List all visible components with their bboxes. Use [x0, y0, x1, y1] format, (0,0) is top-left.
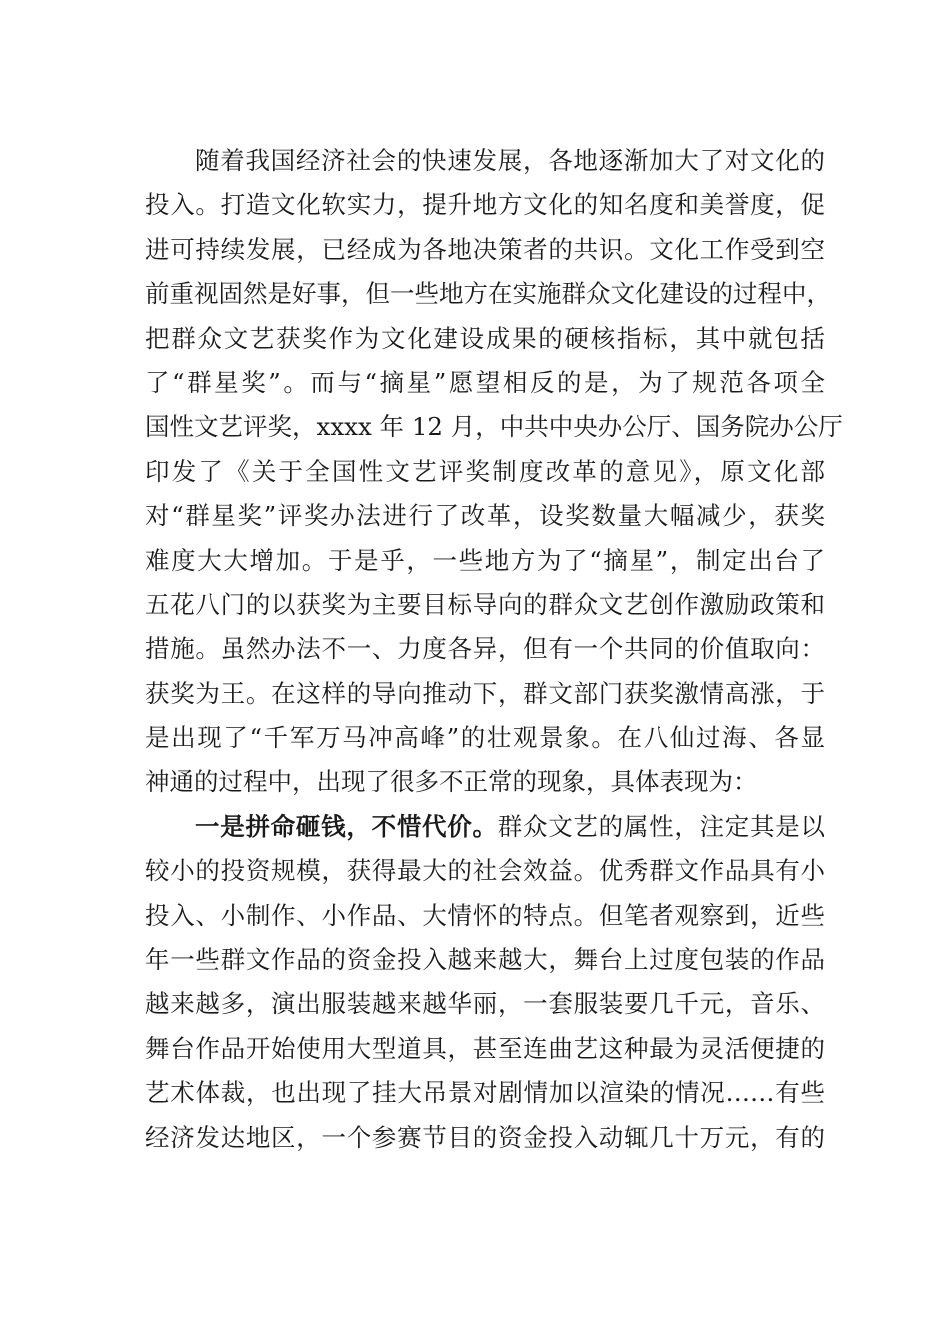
- paragraph-1-line-9: 对“群星奖”评奖办法进行了改革，设奖数量大幅减少，获奖: [145, 501, 825, 531]
- paragraph-2-line-5: 越来越多，演出服装越来越华丽，一套服装要几千元，音乐、: [145, 989, 825, 1019]
- paragraph-2-line-3: 投入、小制作、小作品、大情怀的特点。但笔者观察到，近些: [145, 900, 825, 930]
- body-text: [145, 139, 843, 1160]
- paragraph-1-line-3: 进可持续发展，已经成为各地决策者的共识。文化工作受到空: [145, 234, 825, 264]
- paragraph-1-line-14: 是出现了“千军万马冲高峰”的壮观景象。在八仙过海、各显: [145, 723, 825, 753]
- paragraph-1-line-5: 把群众文艺获奖作为文化建设成果的硬核指标，其中就包括: [145, 323, 825, 353]
- paragraph-1-line-15: 神通的过程中，出现了很多不正常的现象，具体表现为：: [145, 767, 758, 797]
- paragraph-1-line-8: 印发了《关于全国性文艺评奖制度改革的意见》，原文化部: [145, 456, 825, 486]
- paragraph-1-line-12: 措施。虽然办法不一、力度各异，但有一个共同的价值取向：: [145, 634, 825, 664]
- paragraph-1-line-11: 五花八门的以获奖为主要目标导向的群众文艺创作激励政策和: [145, 589, 825, 619]
- paragraph-2-line-7: 艺术体裁，也出现了挂大吊景对剧情加以渲染的情况……有些: [145, 1078, 825, 1108]
- paragraph-1-line-1: 随着我国经济社会的快速发展，各地逐渐加大了对文化的: [195, 146, 825, 175]
- paragraph-1-line-4: 前重视固然是好事，但一些地方在实施群众文化建设的过程中，: [145, 279, 831, 309]
- paragraph-1-line-2: 投入。打造文化软实力，提升地方文化的知名度和美誉度，促: [145, 190, 825, 220]
- paragraph-2-lead: 一是拼命砸钱，不惜代价。: [195, 811, 498, 841]
- paragraph-2-line-4: 年一些群文作品的资金投入越来越大，舞台上过度包装的作品: [145, 945, 825, 975]
- paragraph-1-line-7: 国性文艺评奖，xxxx 年 12 月，中共中央办公厅、国务院办公厅: [145, 412, 843, 442]
- paragraph-1-line-10: 难度大大增加。于是乎，一些地方为了“摘星”，制定出台了: [145, 545, 825, 575]
- paragraph-2-line-1: [145, 805, 825, 849]
- paragraph-2-line-6: 舞台作品开始使用大型道具，甚至连曲艺这种最为灵活便捷的: [145, 1033, 825, 1063]
- paragraph-2-line-2: 较小的投资规模，获得最大的社会效益。优秀群文作品具有小: [145, 856, 825, 886]
- paragraph-2-line-8: 经济发达地区，一个参赛节目的资金投入动辄几十万元，有的: [145, 1122, 825, 1152]
- paragraph-1-line-6: 了“群星奖”。而与“摘星”愿望相反的是，为了规范各项全: [145, 367, 825, 397]
- paragraph-2-first-line-rest: 群众文艺的属性，注定其是以: [497, 811, 825, 841]
- paragraph-1-line-13: 获奖为王。在这样的导向推动下，群文部门获奖激情高涨，于: [145, 678, 825, 708]
